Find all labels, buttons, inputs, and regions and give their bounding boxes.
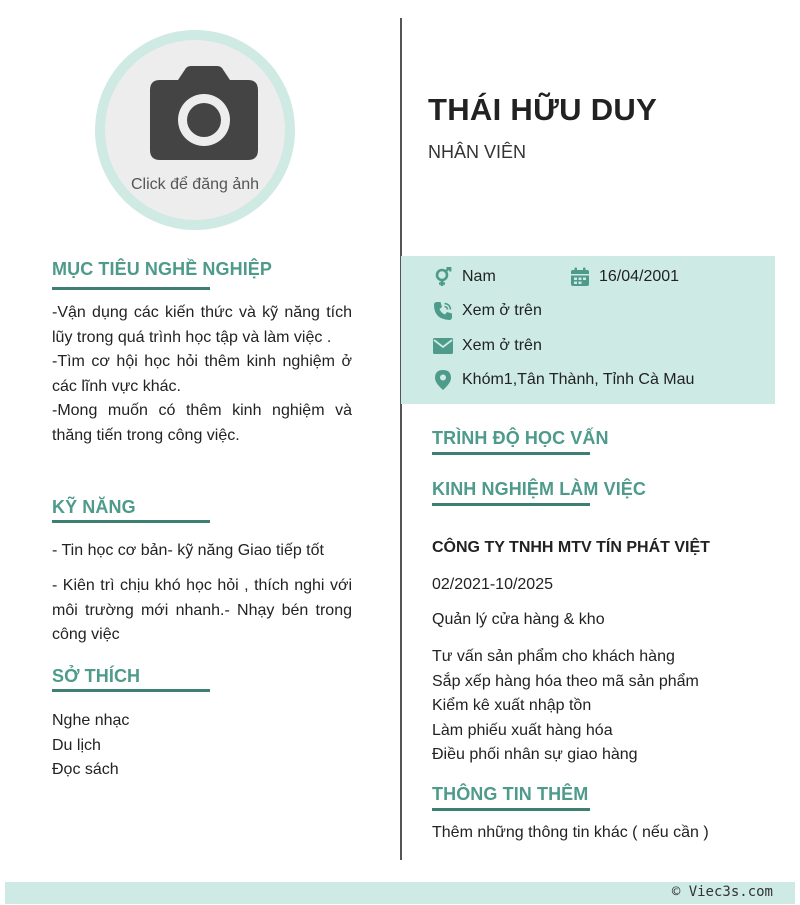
- duty-list: [432, 645, 699, 768]
- hobby-list: [52, 709, 352, 783]
- phone-icon: [432, 300, 454, 322]
- calendar-icon: [569, 266, 591, 288]
- email-row: [432, 335, 542, 357]
- gender-row: [432, 266, 496, 288]
- address-row: [432, 369, 694, 391]
- duty-item: Kiểm kê xuất nhập tồn: [432, 697, 592, 714]
- company-name: CÔNG TY TNHH MTV TÍN PHÁT VIỆT: [432, 539, 710, 556]
- duty-item: Điều phối nhân sự giao hàng: [432, 746, 638, 763]
- experience-rule: [432, 503, 590, 506]
- gender-value: Nam: [462, 268, 496, 285]
- education-title: TRÌNH ĐỘ HỌC VẤN: [432, 428, 609, 448]
- experience-title: KINH NGHIỆM LÀM VIỆC: [432, 479, 647, 499]
- objective-paragraph: -Vận dụng các kiến thức và kỹ năng tích lũy trong quá trình học tập và làm việc .: [52, 304, 352, 346]
- full-name: THÁI HỮU DUY: [428, 92, 658, 127]
- phone-row: [432, 300, 542, 322]
- birthday-value: 16/04/2001: [599, 268, 680, 285]
- objective-paragraph: -Mong muốn có thêm kinh nghiệm và thăng tiến trong công việc.: [52, 402, 352, 444]
- hobby-item: Nghe nhạc: [52, 712, 130, 729]
- hobby-item: Đọc sách: [52, 761, 119, 778]
- additional-title: THÔNG TIN THÊM: [432, 784, 589, 804]
- education-rule: [432, 452, 590, 455]
- camera-icon: [150, 66, 258, 160]
- objective-text: [52, 301, 352, 448]
- additional-rule: [432, 808, 590, 811]
- duty-item: Làm phiếu xuất hàng hóa: [432, 721, 613, 739]
- location-pin-icon: [432, 369, 454, 391]
- objective-rule: [52, 287, 210, 290]
- birthday-row: [569, 266, 679, 288]
- footer-copyright: © Viec3s.com: [671, 884, 773, 900]
- email-icon: [432, 335, 454, 357]
- avatar[interactable]: [105, 40, 285, 220]
- objective-title: MỤC TIÊU NGHỀ NGHIỆP: [52, 259, 273, 279]
- hobbies-rule: [52, 689, 210, 692]
- skills-title: KỸ NĂNG: [52, 497, 136, 517]
- duty-item: Sắp xếp hàng hóa theo mã sản phẩm: [432, 672, 699, 690]
- email-value: Xem ở trên: [462, 337, 542, 354]
- footer-bar: [5, 882, 795, 904]
- hobbies-title: SỞ THÍCH: [52, 666, 141, 686]
- job-title: NHÂN VIÊN: [428, 142, 527, 162]
- hobby-item: Du lịch: [52, 736, 101, 754]
- work-period: 02/2021-10/2025: [432, 576, 553, 593]
- objective-paragraph: -Tìm cơ hội học hỏi thêm kinh nghiệm ở các lĩnh vực khác.: [52, 353, 352, 395]
- work-role: Quản lý cửa hàng & kho: [432, 611, 605, 628]
- phone-value: Xem ở trên: [462, 302, 542, 319]
- skill-item: - Tin học cơ bản- kỹ năng Giao tiếp tốt: [52, 542, 324, 559]
- avatar-upload[interactable]: [95, 30, 295, 230]
- additional-text: Thêm những thông tin khác ( nếu cần ): [432, 824, 709, 841]
- gender-icon: [432, 266, 454, 288]
- duty-item: Tư vấn sản phẩm cho khách hàng: [432, 648, 675, 665]
- address-value: Khóm1,Tân Thành, Tỉnh Cà Mau: [462, 371, 695, 388]
- avatar-upload-label[interactable]: Click để đăng ảnh: [130, 176, 260, 193]
- column-divider: [400, 18, 402, 860]
- skill-item: - Kiên trì chịu khó học hỏi , thích nghi với môi trường mới nhanh.- Nhạy bén trong công việc: [52, 577, 352, 643]
- skills-rule: [52, 520, 210, 523]
